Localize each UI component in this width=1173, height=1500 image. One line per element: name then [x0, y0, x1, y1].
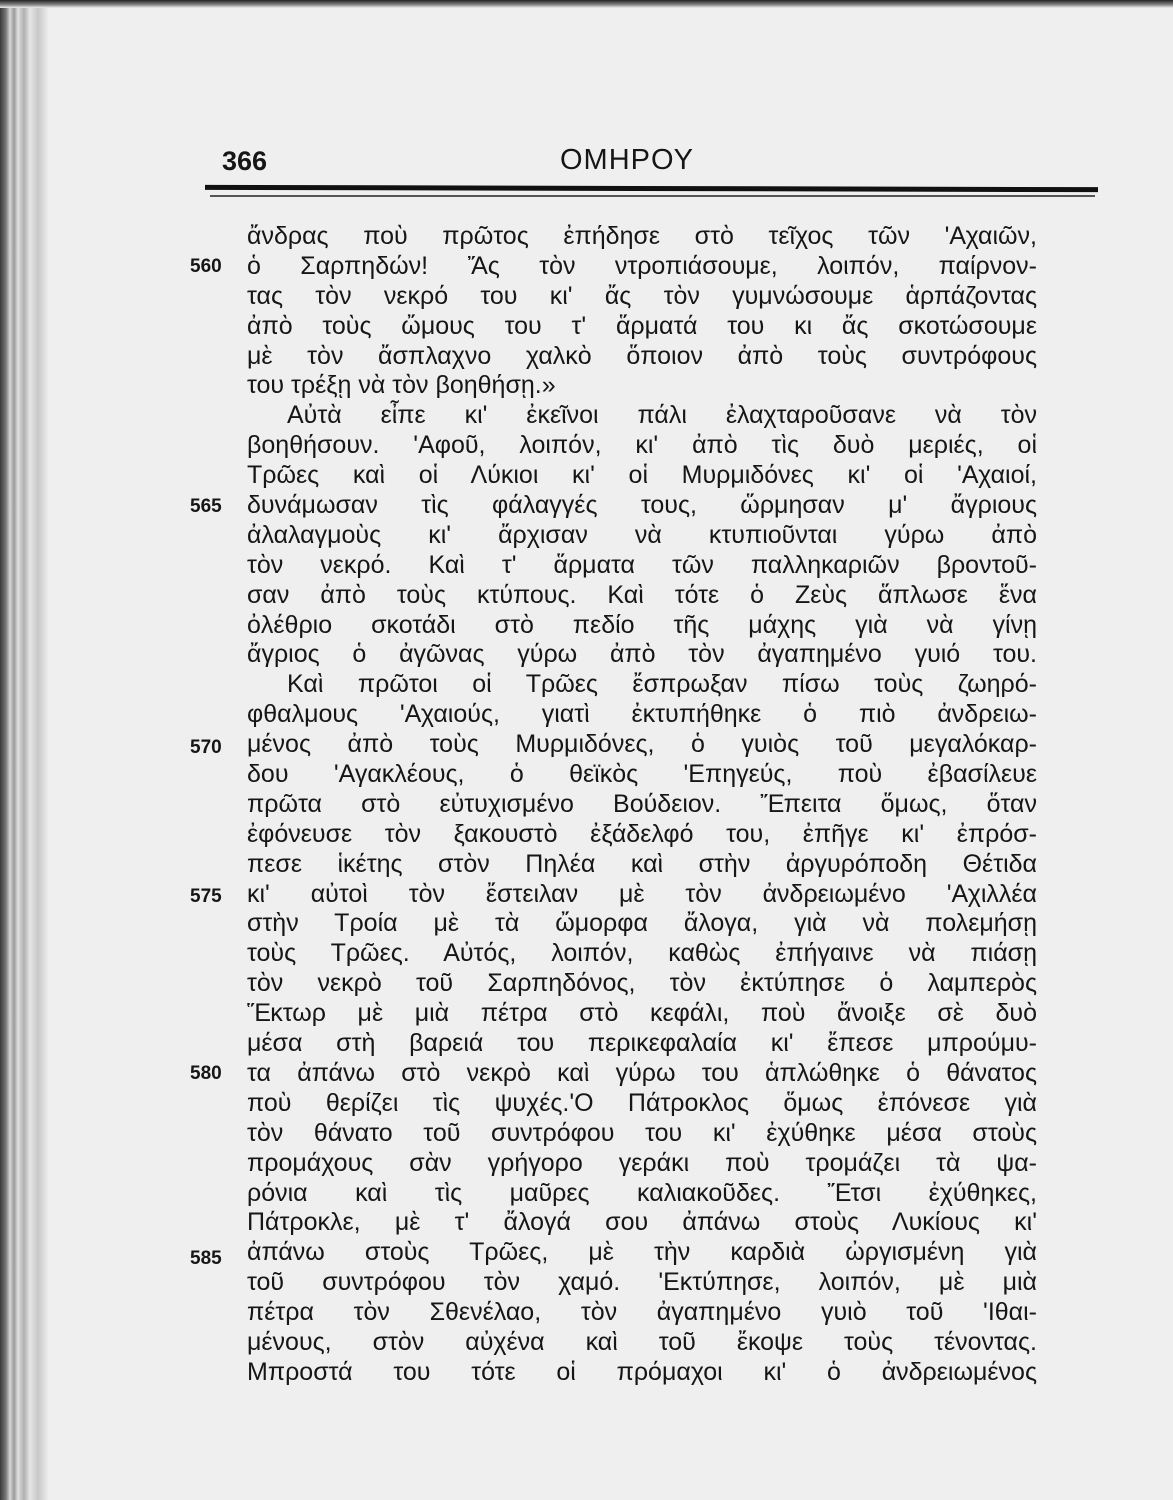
text-line: ἄγριος ὁ ἀγῶνας γύρω ἀπὸ τὸν ἀγαπημένο γυιό του.: [247, 640, 1037, 669]
scan-top-edge: [0, 0, 1173, 8]
text-line: πέτρα τὸν Σθενέλαο, τὸν ἀγαπημένο γυιὸ τοῦ 'Ιθαι-: [247, 1298, 1037, 1327]
line-number-margin: 570: [190, 737, 222, 758]
text-line: Τρῶες καὶ οἱ Λύκιοι κι' οἱ Μυρμιδόνες κι' οἱ 'Αχαιοί,: [247, 461, 1037, 490]
text-line: σαν ἀπὸ τοὺς κτύπους. Καὶ τότε ὁ Ζεὺς ἅπλωσε ἕνα: [247, 580, 1037, 609]
text-line: στὴν Τροία μὲ τὰ ὤμορφα ἄλογα, γιὰ νὰ πολεμήσῃ: [247, 909, 1037, 938]
text-line: μένους, στὸν αὐχένα καὶ τοῦ ἔκοψε τοὺς τένοντας.: [247, 1327, 1037, 1356]
text-line: τοὺς Τρῶες. Αὐτός, λοιπόν, καθὼς ἐπήγαινε νὰ πιάσῃ: [247, 939, 1037, 968]
line-number-margin: 580: [190, 1063, 222, 1084]
text-line: Αὐτὰ εἶπε κι' ἐκεῖνοι πάλι ἐλαχταροῦσανε νὰ τὸν: [287, 401, 1037, 430]
text-line: ἀλαλαγμοὺς κι' ἄρχισαν νὰ κτυπιοῦνται γύρω ἀπὸ: [247, 520, 1037, 549]
text-line: ὁ Σαρπηδών! Ἄς τὸν ντροπιάσουμε, λοιπόν, παίρνον-: [247, 251, 1037, 280]
text-line: τοῦ συντρόφου τὸν χαμό. 'Εκτύπησε, λοιπόν, μὲ μιὰ: [247, 1268, 1037, 1297]
text-line: κι' αὐτοὶ τὸν ἔστειλαν μὲ τὸν ἀνδρειωμένο 'Αχιλλέα: [247, 879, 1037, 908]
text-line: τα ἀπάνω στὸ νεκρὸ καὶ γύρω του ἁπλώθηκε ὁ θάνατος: [247, 1058, 1037, 1087]
header-rule: [205, 185, 1098, 192]
text-line: βοηθήσουν. 'Αφοῦ, λοιπόν, κι' ἀπὸ τὶς δυὸ μεριές, οἱ: [247, 431, 1037, 460]
text-line: του τρέξῃ νὰ τὸν βοηθήσῃ.»: [247, 371, 556, 400]
text-line: ἄνδρας ποὺ πρῶτος ἐπήδησε στὸ τεῖχος τῶν 'Αχαιῶν,: [247, 222, 1037, 250]
text-line: μέσα στὴ βαρειά του περικεφαλαία κι' ἔπεσε μπρούμυ-: [247, 1029, 1037, 1058]
text-line: μὲ τὸν ἄσπλαχνο χαλκὸ ὅποιον ἀπὸ τοὺς συντρόφους: [247, 341, 1037, 370]
text-line: φθαλμους 'Αχαιούς, γιατὶ ἐκτυπήθηκε ὁ πιὸ ἀνδρειω-: [247, 700, 1037, 729]
text-line: τὸν θάνατο τοῦ συντρόφου του κι' ἐχύθηκε μέσα στοὺς: [247, 1118, 1037, 1147]
line-number-margin: 585: [190, 1248, 222, 1269]
text-line: ἐφόνευσε τὸν ξακουστὸ ἐξάδελφό του, ἐπῆγε κι' ἐπρόσ-: [247, 819, 1037, 848]
running-title: ΟΜΗΡΟΥ: [560, 144, 694, 176]
page-number: 366: [222, 146, 268, 176]
text-line: δυνάμωσαν τὶς φάλαγγές τους, ὥρμησαν μ' ἄγριους: [247, 491, 1037, 520]
text-line: ἀπάνω στοὺς Τρῶες, μὲ τὴν καρδιὰ ὠργισμένη γιὰ: [247, 1238, 1037, 1267]
text-line: πεσε ἱκέτης στὸν Πηλέα καὶ στὴν ἀργυρόποδη Θέτιδα: [247, 849, 1037, 878]
book-binding-edge: [0, 0, 48, 1500]
text-line: Ἕκτωρ μὲ μιὰ πέτρα στὸ κεφάλι, ποὺ ἄνοιξε σὲ δυὸ: [247, 999, 1037, 1028]
header-rule-thin: [210, 195, 1095, 197]
text-line: τας τὸν νεκρό του κι' ἄς τὸν γυμνώσουμε ἁρπάζοντας: [247, 281, 1037, 310]
body-text: [247, 222, 1037, 1388]
line-number-margin: 575: [190, 886, 222, 907]
text-line: προμάχους σὰν γρήγορο γεράκι ποὺ τρομάζει τὰ ψα-: [247, 1148, 1037, 1177]
text-line: Πάτροκλε, μὲ τ' ἄλογά σου ἀπάνω στοὺς Λυκίους κι': [247, 1208, 1037, 1237]
line-number-margin: 565: [190, 496, 222, 517]
text-line: ἀπὸ τοὺς ὤμους του τ' ἅρματά του κι ἄς σκοτώσουμε: [247, 311, 1037, 340]
line-number-margin: 560: [190, 256, 222, 277]
text-line: Μπροστά του τότε οἱ πρόμαχοι κι' ὁ ἀνδρειωμένος: [247, 1357, 1037, 1386]
text-line: τὸν νεκρό. Καὶ τ' ἅρματα τῶν παλληκαριῶν βροντοῦ-: [247, 550, 1037, 579]
text-line: ρόνια καὶ τὶς μαῦρες καλιακοῦδες. Ἔτσι ἐχύθηκες,: [247, 1178, 1037, 1207]
text-line: μένος ἀπὸ τοὺς Μυρμιδόνες, ὁ γυιὸς τοῦ μεγαλόκαρ-: [247, 730, 1037, 759]
text-line: τὸν νεκρὸ τοῦ Σαρπηδόνος, τὸν ἐκτύπησε ὁ λαμπερὸς: [247, 969, 1037, 998]
text-line: ὀλέθριο σκοτάδι στὸ πεδίο τῆς μάχης γιὰ νὰ γίνῃ: [247, 610, 1037, 639]
text-line: πρῶτα στὸ εὐτυχισμένο Βούδειον. Ἔπειτα ὅμως, ὅταν: [247, 789, 1037, 818]
text-line: δου 'Αγακλέους, ὁ θεϊκὸς 'Επηγεύς, ποὺ ἐβασίλευε: [247, 760, 1037, 789]
text-line: ποὺ θερίζει τὶς ψυχές.'Ο Πάτροκλος ὅμως ἐπόνεσε γιὰ: [247, 1088, 1037, 1117]
text-line: Καὶ πρῶτοι οἱ Τρῶες ἔσπρωξαν πίσω τοὺς ζωηρό-: [287, 670, 1037, 699]
